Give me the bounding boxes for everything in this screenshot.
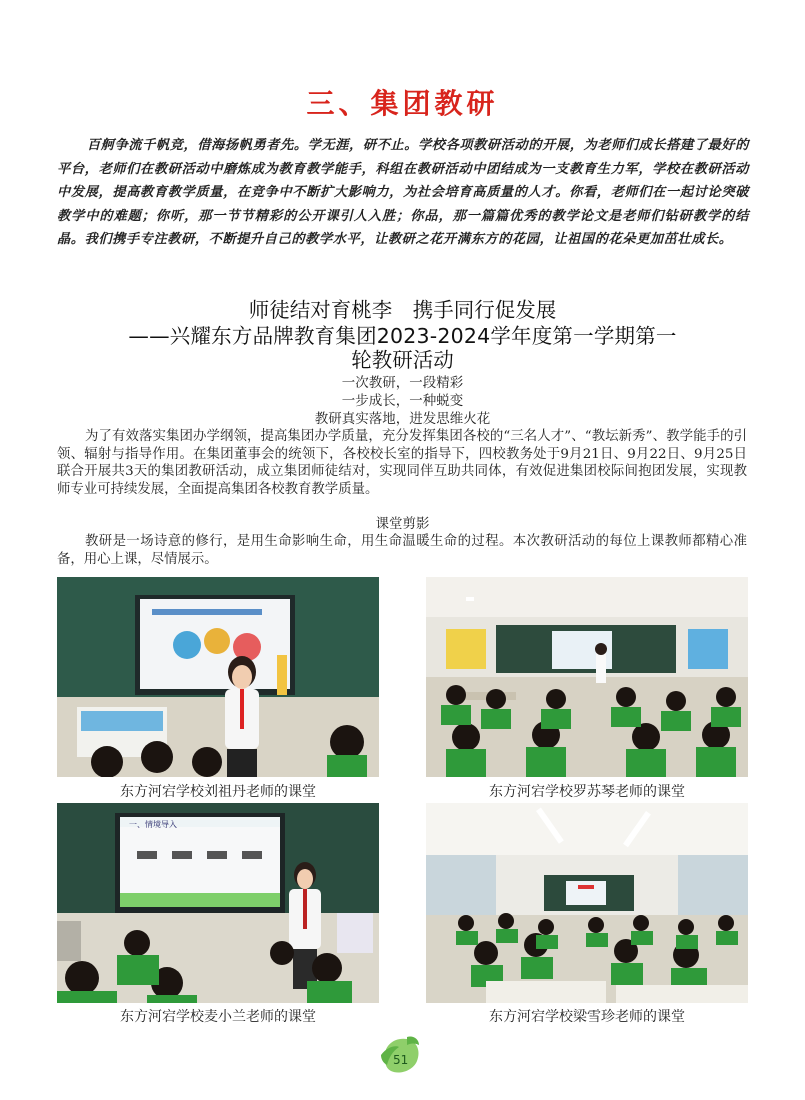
classroom-photo-1-illustration (57, 577, 379, 777)
photo-caption-1: 东方河宕学校刘祖丹老师的课堂 (120, 784, 316, 800)
section-title: 三、集团教研 (306, 87, 499, 120)
classroom-photo-2-illustration (426, 577, 748, 777)
article-paragraph-2: 教研是一场诗意的修行，是用生命影响生命，用生命温暖生命的过程。本次教研活动的每位上课教师都精心准备，用心上课，尽情展示。 (57, 534, 747, 567)
classroom-photo-3 (57, 803, 379, 1003)
classroom-photo-2 (426, 577, 748, 777)
classroom-photo-1 (57, 577, 379, 777)
classroom-photo-3-illustration (57, 803, 379, 1003)
photo-caption-2: 东方河宕学校罗苏琴老师的课堂 (489, 784, 685, 800)
page-number: 51 (393, 1053, 409, 1067)
subheading-class-snapshots: 课堂剪影 (375, 516, 430, 532)
verse-line-2: 一步成长，一种蜕变 (341, 393, 464, 409)
verse-line-3: 教研真实落地，进发思维火花 (314, 411, 491, 427)
intro-paragraph: 百舸争流千帆竞，借海扬帆勇者先。学无涯，研不止。学校各项教研活动的开展，为老师们成长搭建了最好的平台，老师们在教研活动中磨炼成为教育教学能手，科组在教研活动中团结成为一支教育生力军，学校在教研活动中发展，提高教育教学质量，在竞争中不断扩大影响力，为社会培育高质量的人才。你看，老师们在一起讨论突破教学中的难题；你听，那一节节精彩的公开课引人入胜；你品，那一篇篇优秀的教学论文是老师们钻研教学的结晶。我们携手专注教研，不断提升自己的教学水平，让教研之花开满东方的花园，让祖国的花朵更加茁壮成长。 (57, 138, 749, 248)
photo-caption-4: 东方河宕学校梁雪珍老师的课堂 (489, 1009, 685, 1025)
article-title-line-1: 师徒结对育桃李 携手同行促发展 (248, 298, 557, 322)
classroom-photo-4-illustration (426, 803, 748, 1003)
article-paragraph-1: 为了有效落实集团办学纲领，提高集团办学质量，充分发挥集团各校的“三名人才”、“教坛新秀”、教学能手的引领、辐射与指导作用。在集团董事会的统领下，各校校长室的指导下，四校教务处于9月21日、9月22日、9月25日联合开展共3天的集团教研活动，成立集团师徒结对，实现同伴互助共同体，有效促进集团校际间抱团发展，实现教师专业可持续发展，全面提高集团各校教育教学质量。 (57, 429, 747, 497)
classroom-photo-4 (426, 803, 748, 1003)
article-title-line-3: 轮教研活动 (351, 348, 454, 372)
verse-line-1: 一次教研，一段精彩 (341, 375, 464, 391)
photo-3-slide-title: 一、情境导入 (129, 820, 177, 829)
article-title-line-2: ——兴耀东方品牌教育集团2023-2024学年度第一学期第一 (128, 324, 677, 348)
photo-caption-3: 东方河宕学校麦小兰老师的课堂 (120, 1009, 316, 1025)
